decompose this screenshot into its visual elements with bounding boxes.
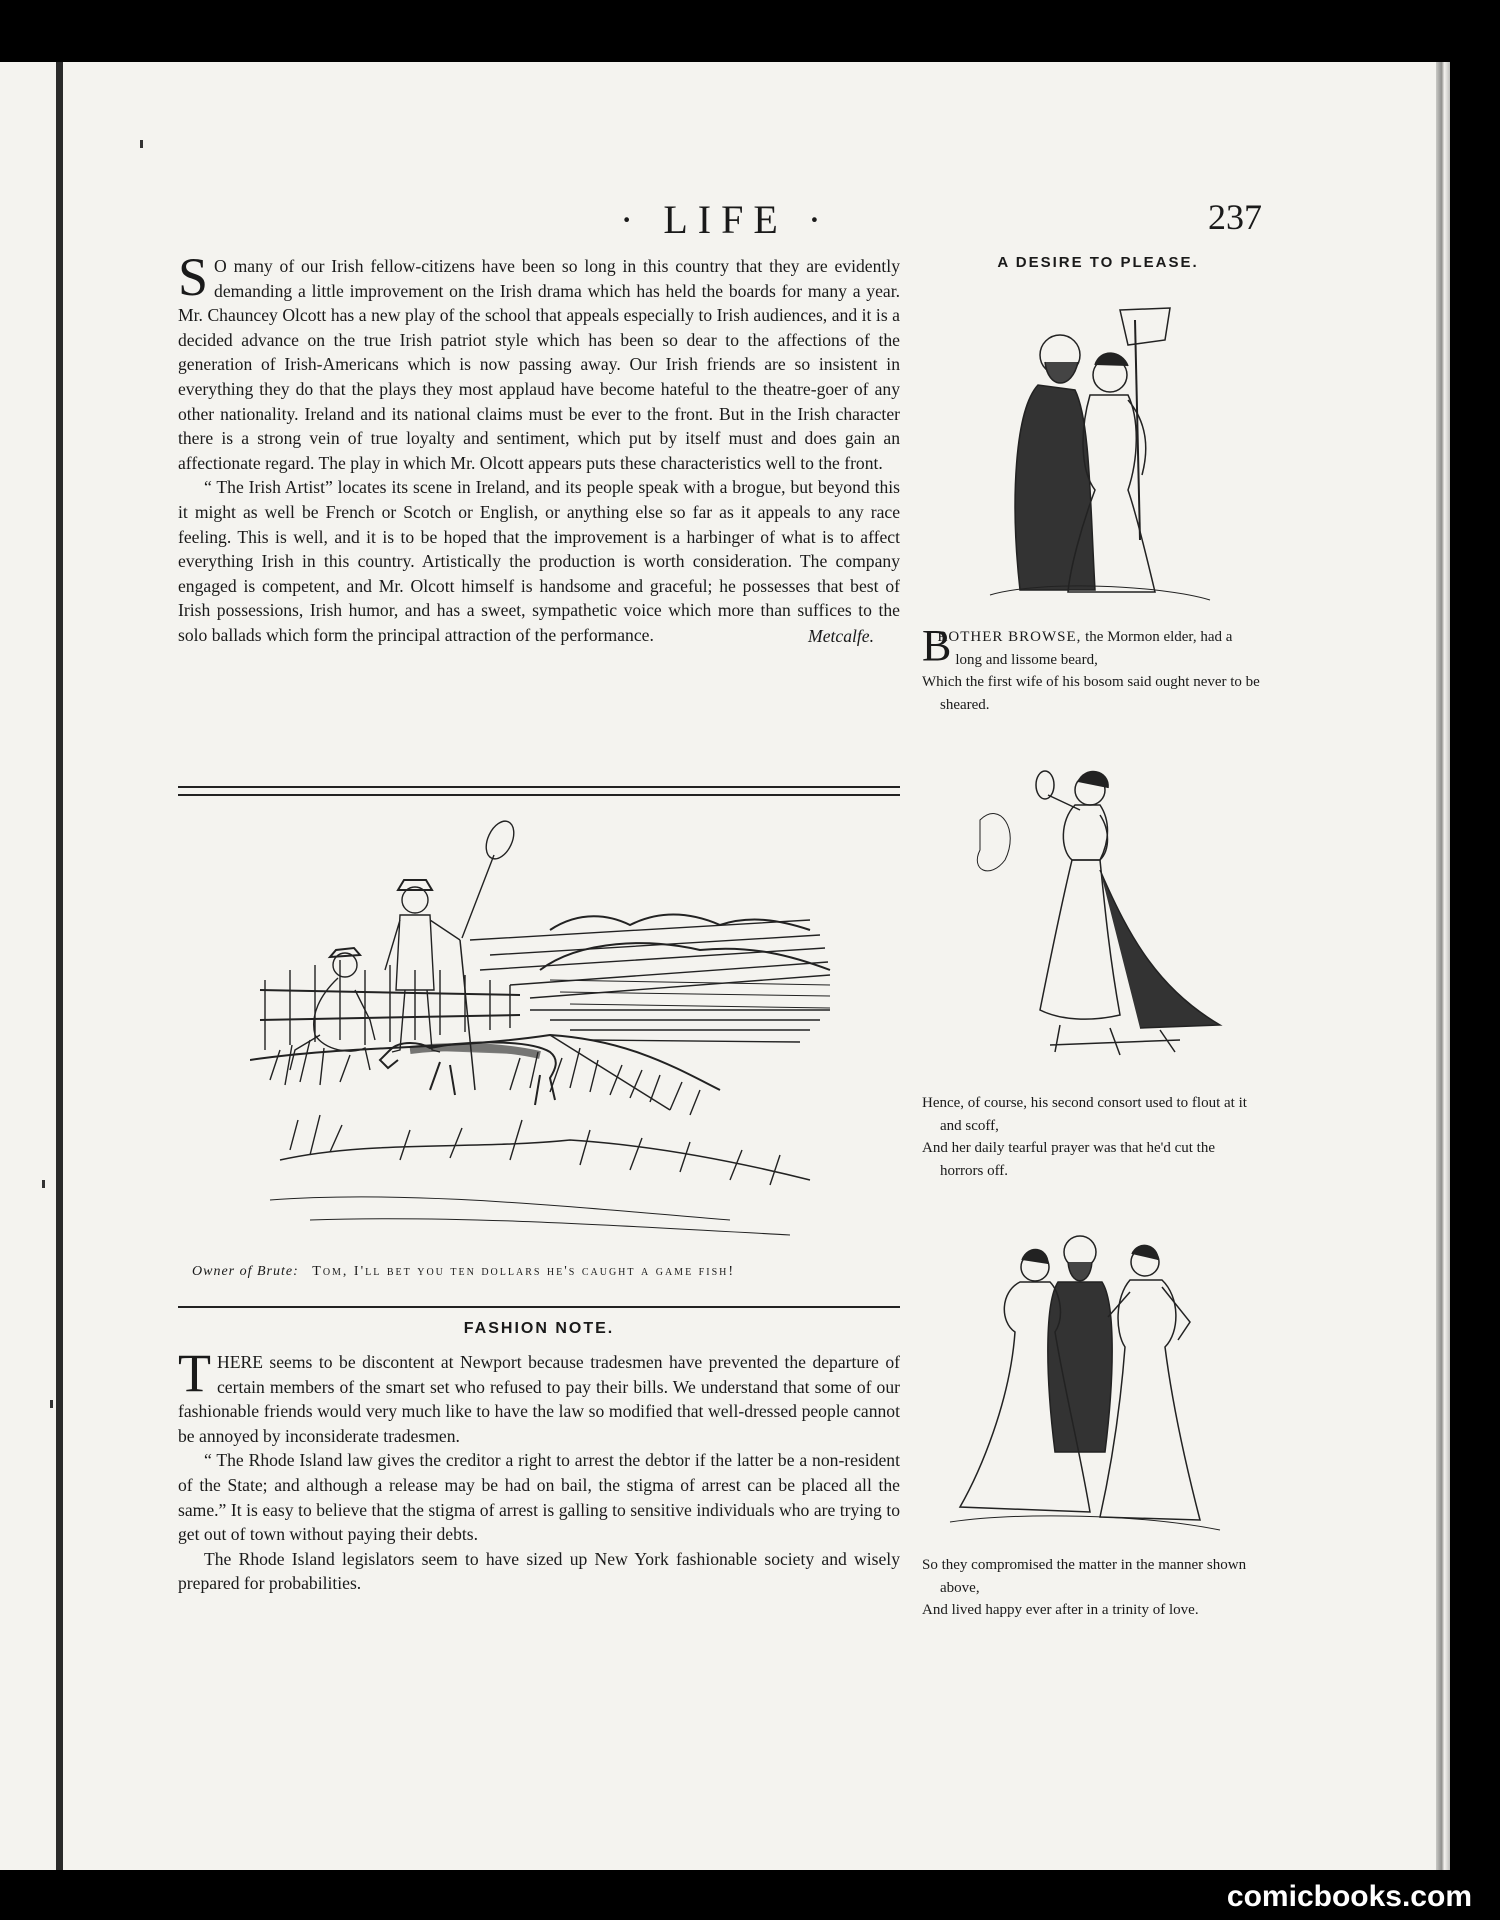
trinity-illustration: [940, 1222, 1230, 1542]
caption-speaker: Owner of Brute:: [192, 1264, 299, 1279]
drop-cap: T: [178, 1343, 211, 1403]
article-paragraph: [178, 247, 900, 475]
verse-1: [922, 621, 1262, 716]
verse-3: [922, 1554, 1262, 1622]
verse-line: And her daily tearful prayer was that he'd cut the horrors off.: [922, 1140, 1216, 1179]
paragraph-text: HERE seems to be discontent at Newport because tradesmen have prevented the departure of certain members of the smart set who refused to pay their bills. We understand that some of our fashionable friends would very much like to have the law so modified that well-dressed people cannot be annoyed by inconsiderate tradesmen.: [178, 1352, 900, 1446]
paragraph-text: O many of our Irish fellow-citizens have been so long in this country that they are evidently demanding a little improvement on the Irish drama which has held the boards for many a year. Mr. Chauncey Olcott has a new play of the school that appeals especially to Irish audiences, and it is a decided advance on the true Irish patriot style which has been so dear to the affections of the generation of Irish-Americans which is now passing away. Our Irish friends are so insistent in everything they do that the plays they most applaud have become hateful to the theatre-goer of any other nationality. Ireland and its national claims must be ever to the front. But in the Irish character there is a strong vein of true loyalty and sentiment, which put by itself must and does gain an affectionate regard. The play in which Mr. Olcott appears puts these characteristics well to the front.: [178, 256, 900, 473]
article-olcott: [178, 247, 900, 648]
drop-cap: B: [922, 621, 952, 670]
verse-line: And lived happy ever after in a trinity of love.: [922, 1602, 1199, 1619]
section-divider: [178, 786, 900, 796]
page-gutter: [56, 62, 63, 1870]
drop-cap: S: [178, 247, 209, 307]
verse-text: the Mormon elder, had a long and lissome beard,: [955, 629, 1233, 668]
verse-line: [922, 621, 1262, 671]
verse-line: Hence, of course, his second consort used to flout at it and scoff,: [922, 1095, 1247, 1134]
signature: Metcalfe.: [808, 625, 874, 646]
masthead: · LIFE ·: [620, 197, 832, 242]
mormon-couple-illustration: [960, 300, 1220, 610]
watermark: comicbooks.com: [1226, 1880, 1472, 1913]
fashion-note-heading: FASHION NOTE.: [463, 1320, 615, 1337]
margin-mark: [50, 1400, 53, 1408]
verse-2: [922, 1092, 1262, 1182]
margin-mark: [140, 140, 143, 148]
section-divider: [178, 1306, 900, 1308]
article-paragraph: “ The Irish Artist” locates its scene in Ireland, and its people speak with a brogue, but beyond this it might as well be French or Scotch or English, or anything else so far as it appeals to any race feeling. This is well, and it is to be hoped that the improvement is a harbinger of what is to affect everything Irish in this country. Artistically the production is worth consideration. The company engaged is competent, and Mr. Olcott himself is handsome and graceful; he possesses that best of Irish possessions, Irish humor, and has a sweet, sympathetic voice which more than suffices to the solo ballads which form the principal attraction of the performance.: [178, 477, 900, 645]
margin-mark: [42, 1180, 45, 1188]
fashion-note: [178, 1343, 900, 1596]
hunting-dog-illustration: [250, 820, 840, 1240]
caption-text: Tom, I'll bet you ten dollars he's caught a game fish!: [312, 1264, 736, 1279]
sidebar-heading: A DESIRE TO PLEASE.: [997, 254, 1199, 271]
verse-line: So they compromised the matter in the manner shown above,: [922, 1557, 1247, 1596]
verse-line: Which the first wife of his bosom said ought never to be sheared.: [922, 674, 1260, 713]
verse-caps: ROTHER BROWSE,: [937, 629, 1082, 645]
article-paragraph: [178, 1343, 900, 1448]
article-paragraph: “ The Rhode Island law gives the creditor a right to arrest the debtor if the latter be a non-resident of the State; and although a release may be had on bail, the stigma of arrest can be placed all the same.” It is easy to believe that the stigma of arrest is galling to sensitive individuals who are trying to get out of town without paying their debts.: [178, 1450, 900, 1545]
woman-praying-illustration: [960, 760, 1240, 1060]
article-paragraph: The Rhode Island legislators seem to have sized up New York fashionable society and wisely prepared for probabilities.: [178, 1548, 900, 1594]
page-edge: [1436, 62, 1450, 1870]
page-number: 237: [1208, 197, 1262, 237]
cartoon-caption: [192, 1264, 892, 1280]
